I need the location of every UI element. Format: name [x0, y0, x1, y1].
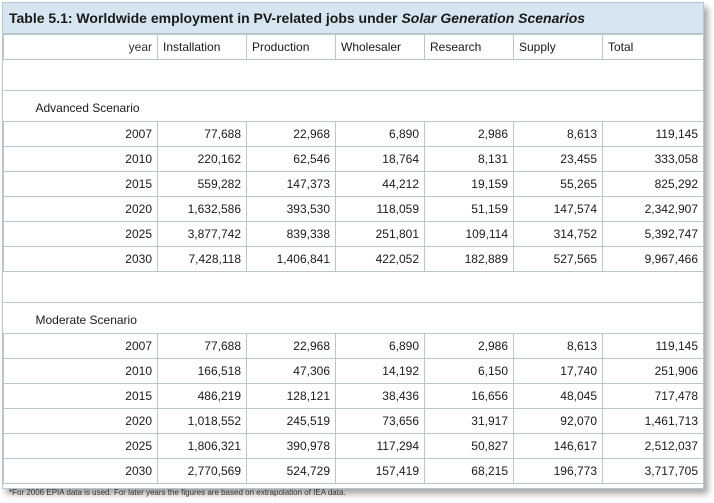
section-header-row	[4, 303, 704, 334]
column-header-supply: Supply	[514, 35, 603, 60]
table-row	[4, 409, 704, 434]
year-cell: 2010	[4, 147, 158, 172]
section-header-cell	[4, 91, 704, 122]
value-cell: 422,052	[336, 247, 425, 272]
column-header-research: Research	[425, 35, 514, 60]
value-cell: 1,461,713	[603, 409, 704, 434]
footnote: *For 2006 EPIA data is used. For later years the figures are based on extrapolation of IEA data.	[9, 488, 346, 497]
table-title	[3, 3, 703, 34]
column-header-total: Total	[603, 35, 704, 60]
value-cell: 147,373	[247, 172, 336, 197]
year-cell: 2025	[4, 222, 158, 247]
value-cell: 77,688	[158, 122, 247, 147]
value-cell: 50,827	[425, 434, 514, 459]
value-cell: 14,192	[336, 359, 425, 384]
value-cell: 55,265	[514, 172, 603, 197]
value-cell: 16,656	[425, 384, 514, 409]
value-cell: 166,518	[158, 359, 247, 384]
table-row	[4, 172, 704, 197]
value-cell: 118,059	[336, 197, 425, 222]
value-cell: 48,045	[514, 384, 603, 409]
year-cell: 2010	[4, 359, 158, 384]
year-cell: 2020	[4, 409, 158, 434]
value-cell: 1,406,841	[247, 247, 336, 272]
value-cell: 486,219	[158, 384, 247, 409]
value-cell: 559,282	[158, 172, 247, 197]
value-cell: 77,688	[158, 334, 247, 359]
value-cell: 251,801	[336, 222, 425, 247]
table-row	[4, 247, 704, 272]
value-cell: 2,770,569	[158, 459, 247, 484]
year-cell: 2007	[4, 122, 158, 147]
spacer-cell	[4, 60, 704, 91]
year-cell: 2020	[4, 197, 158, 222]
section-header-row	[4, 91, 704, 122]
table-title-main: Table 5.1: Worldwide employment in PV-related jobs under	[9, 10, 398, 26]
value-cell: 146,617	[514, 434, 603, 459]
value-cell: 3,877,742	[158, 222, 247, 247]
value-cell: 119,145	[603, 122, 704, 147]
value-cell: 117,294	[336, 434, 425, 459]
value-cell: 839,338	[247, 222, 336, 247]
value-cell: 393,530	[247, 197, 336, 222]
column-header-year: year	[4, 35, 158, 60]
value-cell: 524,729	[247, 459, 336, 484]
value-cell: 2,512,037	[603, 434, 704, 459]
value-cell: 119,145	[603, 334, 704, 359]
year-cell: 2007	[4, 334, 158, 359]
table-row	[4, 459, 704, 484]
value-cell: 6,150	[425, 359, 514, 384]
value-cell: 62,546	[247, 147, 336, 172]
value-cell: 1,018,552	[158, 409, 247, 434]
year-cell: 2030	[4, 247, 158, 272]
value-cell: 825,292	[603, 172, 704, 197]
section-header-cell	[4, 303, 704, 334]
value-cell: 38,436	[336, 384, 425, 409]
table-frame	[2, 2, 704, 497]
value-cell: 92,070	[514, 409, 603, 434]
table-row	[4, 222, 704, 247]
table-title-italic: Solar Generation Scenarios	[401, 10, 586, 26]
value-cell: 3,717,705	[603, 459, 704, 484]
value-cell: 6,890	[336, 122, 425, 147]
column-header-production: Production	[247, 35, 336, 60]
header-row	[4, 35, 704, 60]
column-header-installation: Installation	[158, 35, 247, 60]
value-cell: 44,212	[336, 172, 425, 197]
value-cell: 22,968	[247, 334, 336, 359]
value-cell: 1,632,586	[158, 197, 247, 222]
value-cell: 109,114	[425, 222, 514, 247]
value-cell: 1,806,321	[158, 434, 247, 459]
value-cell: 23,455	[514, 147, 603, 172]
value-cell: 128,121	[247, 384, 336, 409]
value-cell: 527,565	[514, 247, 603, 272]
table-row	[4, 197, 704, 222]
value-cell: 220,162	[158, 147, 247, 172]
table-row	[4, 147, 704, 172]
value-cell: 2,986	[425, 334, 514, 359]
year-cell: 2015	[4, 172, 158, 197]
value-cell: 333,058	[603, 147, 704, 172]
value-cell: 314,752	[514, 222, 603, 247]
value-cell: 31,917	[425, 409, 514, 434]
value-cell: 147,574	[514, 197, 603, 222]
table-body	[4, 60, 704, 484]
table-row	[4, 334, 704, 359]
value-cell: 19,159	[425, 172, 514, 197]
value-cell: 18,764	[336, 147, 425, 172]
year-cell: 2030	[4, 459, 158, 484]
table-row	[4, 434, 704, 459]
value-cell: 251,906	[603, 359, 704, 384]
value-cell: 51,159	[425, 197, 514, 222]
value-cell: 157,419	[336, 459, 425, 484]
value-cell: 5,392,747	[603, 222, 704, 247]
value-cell: 8,131	[425, 147, 514, 172]
value-cell: 68,215	[425, 459, 514, 484]
value-cell: 8,613	[514, 334, 603, 359]
value-cell: 22,968	[247, 122, 336, 147]
section-spacer	[4, 60, 704, 91]
employment-table	[3, 34, 704, 484]
value-cell: 717,478	[603, 384, 704, 409]
value-cell: 245,519	[247, 409, 336, 434]
value-cell: 73,656	[336, 409, 425, 434]
spacer-cell	[4, 272, 704, 303]
table-row	[4, 359, 704, 384]
value-cell: 196,773	[514, 459, 603, 484]
year-cell: 2025	[4, 434, 158, 459]
section-title: Moderate Scenario	[35, 313, 137, 327]
table-row	[4, 122, 704, 147]
column-header-wholesaler: Wholesaler	[336, 35, 425, 60]
table-row	[4, 384, 704, 409]
value-cell: 182,889	[425, 247, 514, 272]
year-cell: 2015	[4, 384, 158, 409]
value-cell: 9,967,466	[603, 247, 704, 272]
value-cell: 390,978	[247, 434, 336, 459]
value-cell: 17,740	[514, 359, 603, 384]
value-cell: 2,342,907	[603, 197, 704, 222]
value-cell: 6,890	[336, 334, 425, 359]
section-spacer	[4, 272, 704, 303]
section-title: Advanced Scenario	[35, 101, 140, 115]
value-cell: 47,306	[247, 359, 336, 384]
value-cell: 8,613	[514, 122, 603, 147]
value-cell: 7,428,118	[158, 247, 247, 272]
value-cell: 2,986	[425, 122, 514, 147]
